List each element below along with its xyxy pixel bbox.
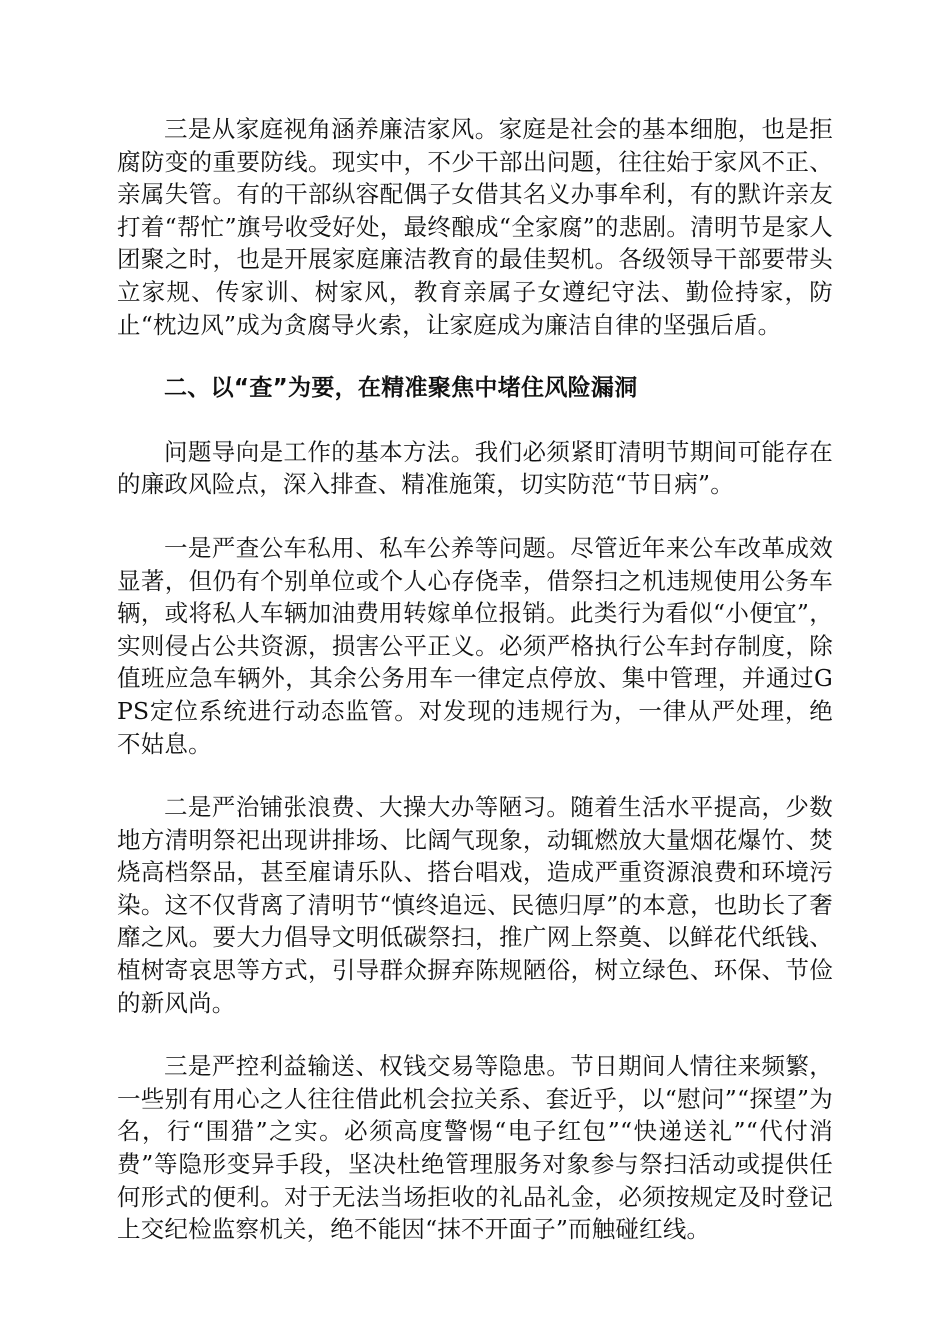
paragraph-problem-orientation: 问题导向是工作的基本方法。我们必须紧盯清明节期间可能存在的廉政风险点，深入排查、精准施策，切实防范“节日病”。 [117,437,833,499]
document-body [117,113,833,1277]
paragraph-benefit-transfer: 三是严控利益输送、权钱交易等隐患。节日期间人情往来频繁，一些别有用心之人往往借此机会拉关系、套近乎，以“慰问”“探望”为名，行“围猎”之实。必须高度警惕“电子红包”“快递送礼”“代付消费”等隐形变异手段，坚决杜绝管理服务对象参与祭扫活动或提供任何形式的便利。对于无法当场拒收的礼品礼金，必须按规定及时登记上交纪检监察机关，绝不能因“抹不开面子”而触碰红线。 [117,1052,833,1244]
paragraph-family-integrity: 三是从家庭视角涵养廉洁家风。家庭是社会的基本细胞，也是拒腐防变的重要防线。现实中，不少干部出问题，往往始于家风不正、亲属失管。有的干部纵容配偶子女借其名义办事牟利，有的默许亲友打着“帮忙”旗号收受好处，最终酿成“全家腐”的悲剧。清明节是家人团聚之时，也是开展家庭廉洁教育的最佳契机。各级领导干部要带头立家规、传家训、树家风，教育亲属子女遵纪守法、勤俭持家，防止“枕边风”成为贪腐导火索，让家庭成为廉洁自律的坚强后盾。 [117,115,833,339]
section-heading: 二、以“查”为要，在精准聚焦中堵住风险漏洞 [164,375,638,402]
paragraph-extravagance: 二是严治铺张浪费、大操大办等陋习。随着生活水平提高，少数地方清明祭祀出现讲排场、比阔气现象，动辄燃放大量烟花爆竹、焚烧高档祭品，甚至雇请乐队、搭台唱戏，造成严重资源浪费和环境污染。这不仅背离了清明节“慎终追远、民德归厚”的本意，也助长了奢靡之风。要大力倡导文明低碳祭扫，推广网上祭奠、以鲜花代纸钱、植树寄哀思等方式，引导群众摒弃陈规陋俗，树立绿色、环保、节俭的新风尚。 [117,793,833,1017]
paragraph-official-vehicles: 一是严查公车私用、私车公养等问题。尽管近年来公车改革成效显著，但仍有个别单位或个人心存侥幸，借祭扫之机违规使用公务车辆，或将私人车辆加油费用转嫁单位报销。此类行为看似“小便宜”，实则侵占公共资源，损害公平正义。必须严格执行公车封存制度，除值班应急车辆外，其余公务用车一律定点停放、集中管理，并通过GPS定位系统进行动态监管。对发现的违规行为，一律从严处理，绝不姑息。 [117,533,833,758]
